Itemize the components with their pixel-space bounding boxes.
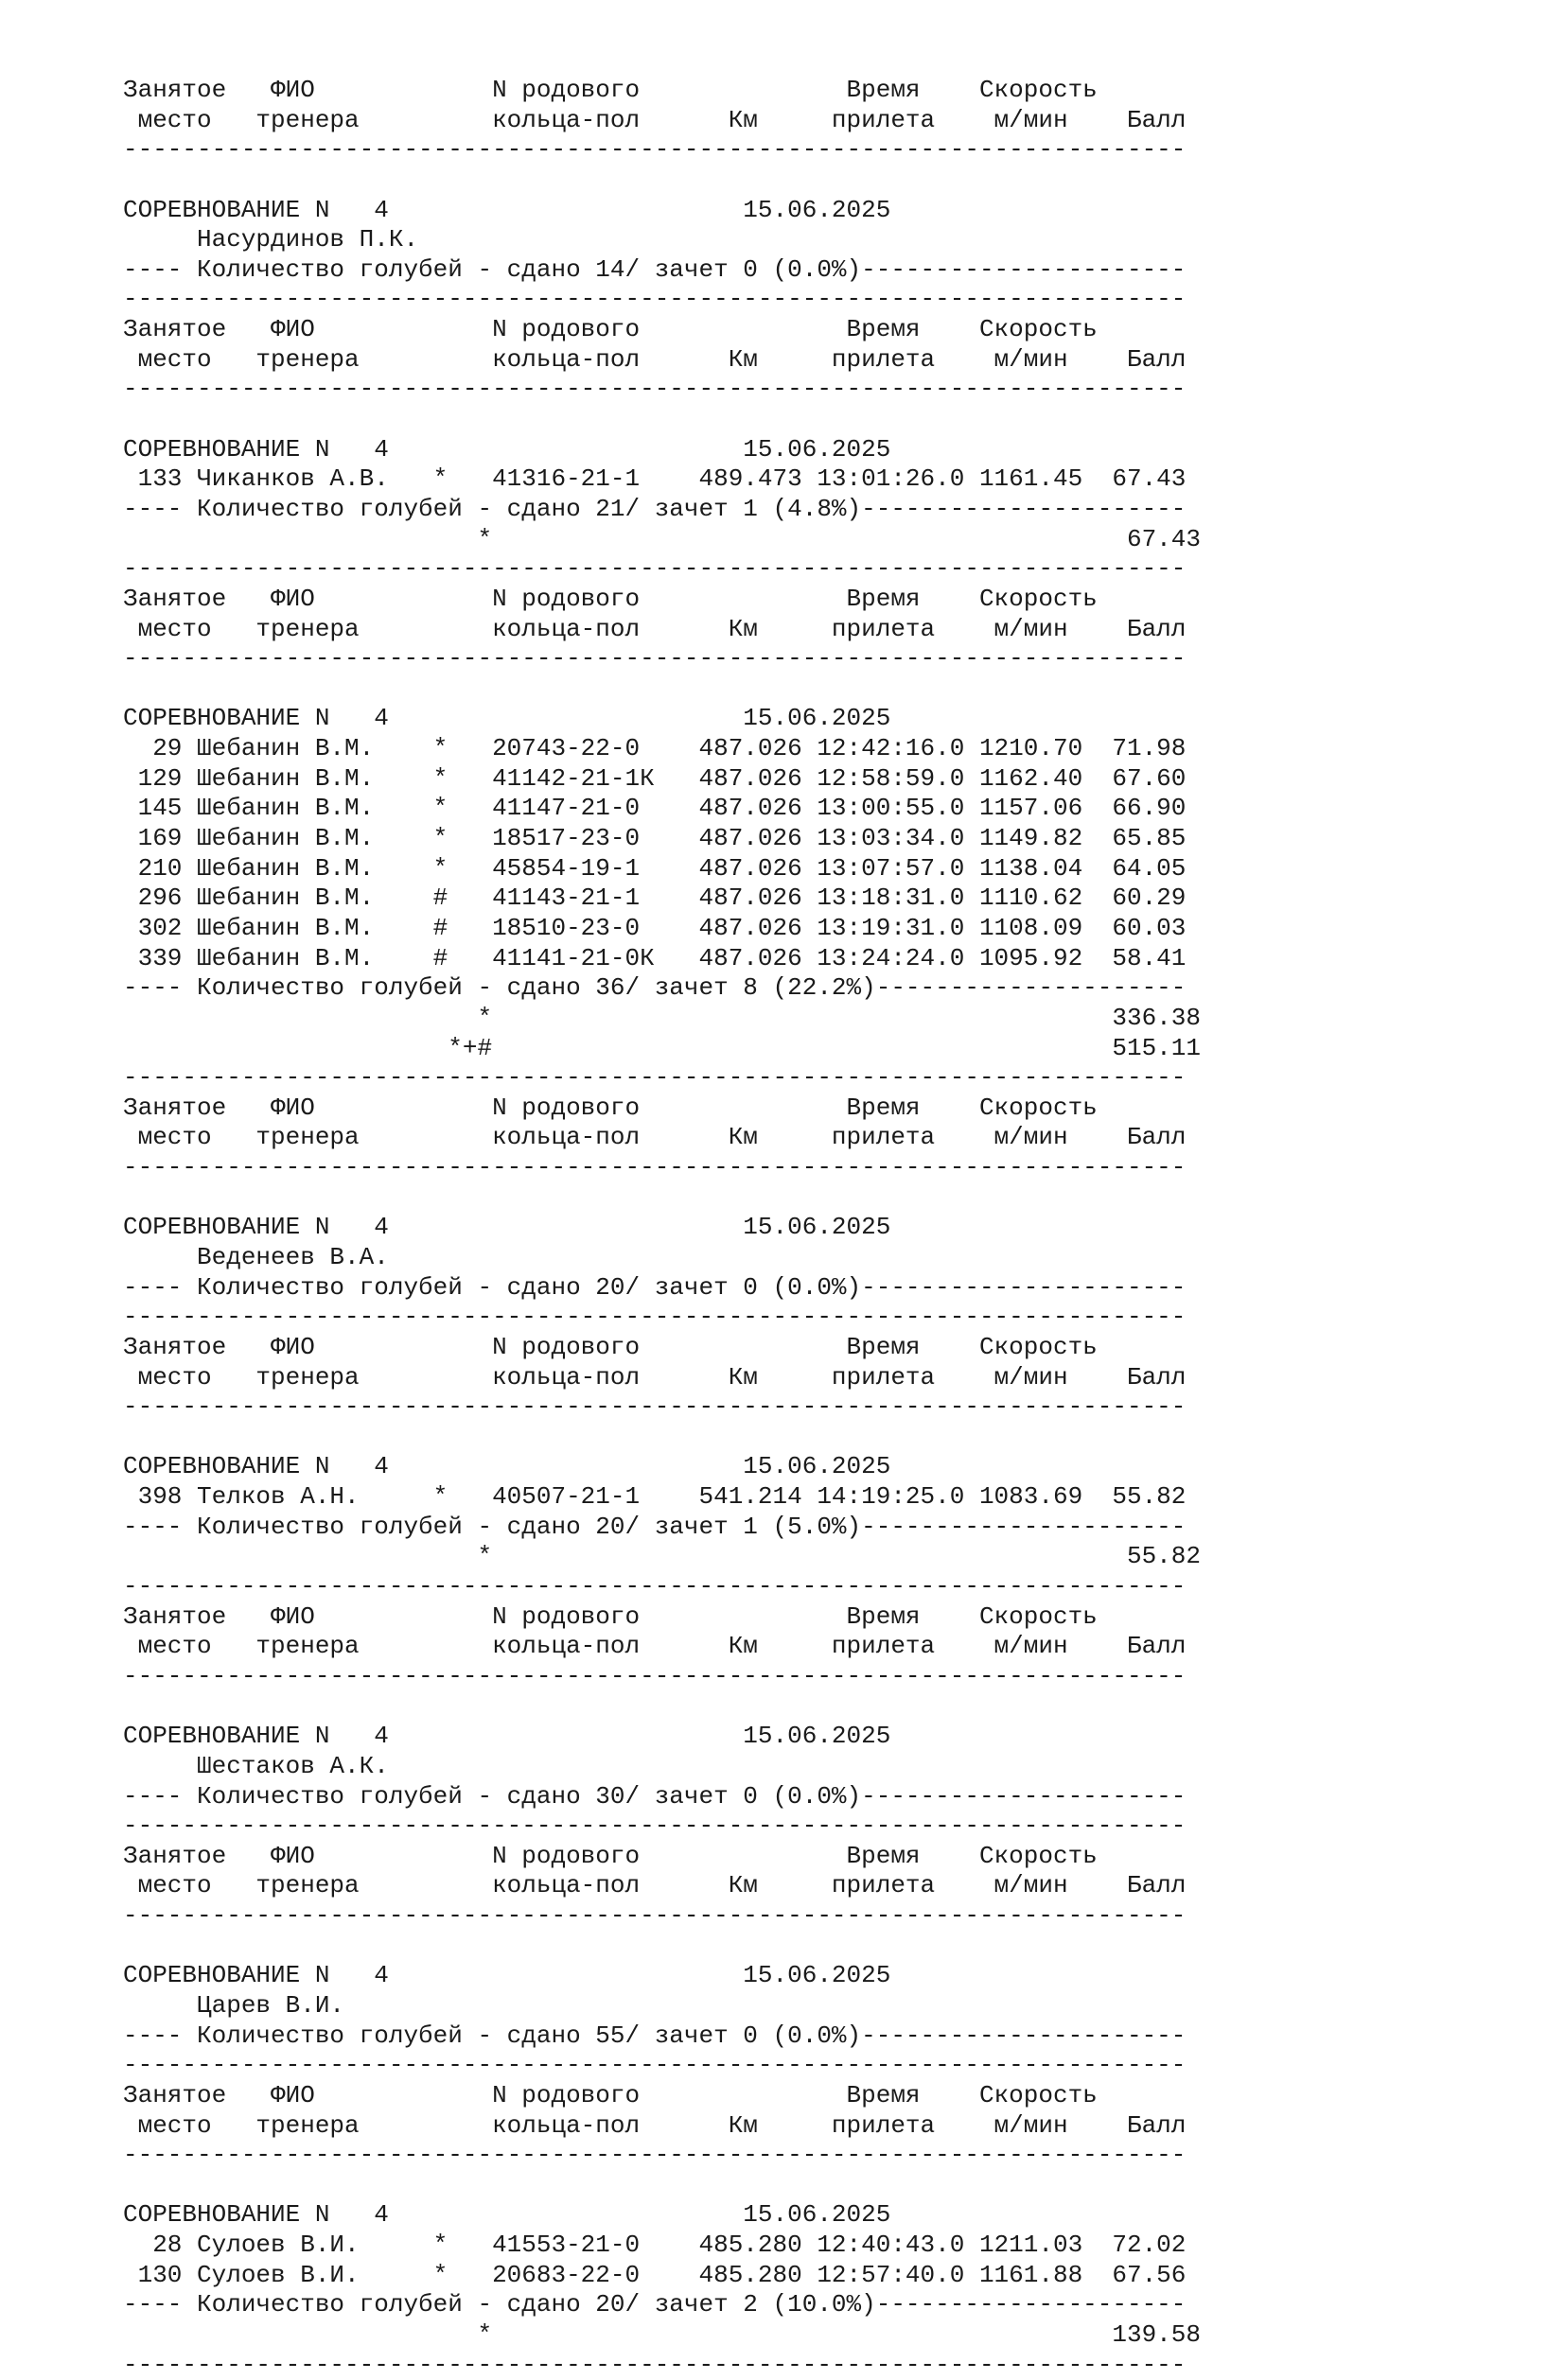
pigeon-count-line: ---- Количество голубей - сдано 14/ зачет 0 (0.0%)---------------------- — [123, 254, 1187, 284]
separator-line: ------------------------------------------------------------------------ — [123, 2141, 1187, 2170]
result-row: 133 Чиканков А.В. * 41316-21-1 489.473 13:01:26.0 1161.45 67.43 — [123, 464, 1187, 494]
result-row: 169 Шебанин В.М. * 18517-23-0 487.026 13:03:34.0 1149.82 65.85 — [123, 824, 1187, 853]
blank-line — [123, 674, 1201, 705]
competition-header: СОРЕВНОВАНИЕ N 4 15.06.2025 — [123, 195, 891, 224]
column-header: место тренера кольца-пол Км прилета м/мин Балл — [123, 2110, 1187, 2140]
result-row: 28 Сулоев В.И. * 41553-21-0 485.280 12:40:43.0 1211.03 72.02 — [123, 2231, 1187, 2260]
column-header: место тренера кольца-пол Км прилета м/мин Балл — [123, 1632, 1187, 1661]
separator-line: ------------------------------------------------------------------------ — [123, 1572, 1187, 1601]
column-header: место тренера кольца-пол Км прилета м/мин Балл — [123, 105, 1187, 134]
separator-line: ------------------------------------------------------------------------ — [123, 2051, 1187, 2080]
separator-line: ------------------------------------------------------------------------ — [123, 554, 1187, 584]
blank-line — [123, 1692, 1201, 1723]
total-score-line: * 55.82 — [123, 1542, 1201, 1571]
total-score-line: * 67.43 — [123, 524, 1201, 553]
column-header: Занятое ФИО N родового Время Скорость — [123, 1093, 1098, 1122]
separator-line: ------------------------------------------------------------------------ — [123, 644, 1187, 674]
result-row: 29 Шебанин В.М. * 20743-22-0 487.026 12:42:16.0 1210.70 71.98 — [123, 734, 1187, 763]
result-row: 210 Шебанин В.М. * 45854-19-1 487.026 13:07:57.0 1138.04 64.05 — [123, 853, 1187, 883]
total-score-line: * 336.38 — [123, 1003, 1201, 1032]
trainer-name: Веденеев В.А. — [123, 1242, 389, 1271]
pigeon-count-line: ---- Количество голубей - сдано 55/ зачет 0 (0.0%)---------------------- — [123, 2021, 1187, 2050]
results-report — [123, 76, 1201, 2380]
separator-line: ------------------------------------------------------------------------ — [123, 1392, 1187, 1422]
competition-header: СОРЕВНОВАНИЕ N 4 15.06.2025 — [123, 1213, 891, 1242]
result-row: 145 Шебанин В.М. * 41147-21-0 487.026 13:00:55.0 1157.06 66.90 — [123, 794, 1187, 823]
blank-line — [123, 2171, 1201, 2201]
column-header: Занятое ФИО N родового Время Скорость — [123, 315, 1098, 344]
total-score-line: * 139.58 — [123, 2320, 1201, 2350]
column-header: Занятое ФИО N родового Время Скорость — [123, 1601, 1098, 1631]
trainer-name: Царев В.И. — [123, 1991, 345, 2020]
competition-header: СОРЕВНОВАНИЕ N 4 15.06.2025 — [123, 704, 891, 733]
competition-header: СОРЕВНОВАНИЕ N 4 15.06.2025 — [123, 2200, 891, 2230]
separator-line: ------------------------------------------------------------------------ — [123, 285, 1187, 314]
blank-line — [123, 1423, 1201, 1453]
competition-header: СОРЕВНОВАНИЕ N 4 15.06.2025 — [123, 1452, 891, 1481]
column-header: место тренера кольца-пол Км прилета м/мин Балл — [123, 1123, 1187, 1152]
separator-line: ------------------------------------------------------------------------ — [123, 1811, 1187, 1841]
separator-line: ------------------------------------------------------------------------ — [123, 1303, 1187, 1332]
column-header: место тренера кольца-пол Км прилета м/мин Балл — [123, 614, 1187, 643]
trainer-name: Насурдинов П.К. — [123, 225, 419, 254]
pigeon-count-line: ---- Количество голубей - сдано 20/ зачет 0 (0.0%)---------------------- — [123, 1272, 1187, 1302]
blank-line — [123, 405, 1201, 435]
separator-line: ------------------------------------------------------------------------ — [123, 375, 1187, 404]
column-header: Занятое ФИО N родового Время Скорость — [123, 2080, 1098, 2109]
column-header: место тренера кольца-пол Км прилета м/мин Балл — [123, 1871, 1187, 1900]
result-row: 302 Шебанин В.М. # 18510-23-0 487.026 13:19:31.0 1108.09 60.03 — [123, 913, 1187, 942]
column-header: место тренера кольца-пол Км прилета м/мин Балл — [123, 1362, 1187, 1391]
result-row: 296 Шебанин В.М. # 41143-21-1 487.026 13:18:31.0 1110.62 60.29 — [123, 884, 1187, 913]
blank-line — [123, 166, 1201, 196]
result-row: 129 Шебанин В.М. * 41142-21-1К 487.026 12:58:59.0 1162.40 67.60 — [123, 763, 1187, 793]
competition-header: СОРЕВНОВАНИЕ N 4 15.06.2025 — [123, 1722, 891, 1751]
column-header: место тренера кольца-пол Км прилета м/мин Балл — [123, 344, 1187, 374]
column-header: Занятое ФИО N родового Время Скорость — [123, 76, 1098, 104]
result-row: 398 Телков А.Н. * 40507-21-1 541.214 14:19:25.0 1083.69 55.82 — [123, 1482, 1187, 1512]
column-header: Занятое ФИО N родового Время Скорость — [123, 584, 1098, 613]
pigeon-count-line: ---- Количество голубей - сдано 20/ зачет 1 (5.0%)---------------------- — [123, 1512, 1187, 1541]
separator-line: ------------------------------------------------------------------------ — [123, 1901, 1187, 1931]
competition-header: СОРЕВНОВАНИЕ N 4 15.06.2025 — [123, 434, 891, 464]
separator-line: ------------------------------------------------------------------------ — [123, 1063, 1187, 1093]
column-header: Занятое ФИО N родового Время Скорость — [123, 1332, 1098, 1361]
column-header: Занятое ФИО N родового Время Скорость — [123, 1841, 1098, 1870]
blank-line — [123, 1183, 1201, 1214]
competition-header: СОРЕВНОВАНИЕ N 4 15.06.2025 — [123, 1961, 891, 1990]
pigeon-count-line: ---- Количество голубей - сдано 30/ зачет 0 (0.0%)---------------------- — [123, 1781, 1187, 1811]
blank-line — [123, 1932, 1201, 1962]
separator-line: ------------------------------------------------------------------------ — [123, 2350, 1187, 2379]
pigeon-count-line: ---- Количество голубей - сдано 21/ зачет 1 (4.8%)---------------------- — [123, 494, 1187, 523]
separator-line: ------------------------------------------------------------------------ — [123, 1661, 1187, 1690]
separator-line: ------------------------------------------------------------------------ — [123, 135, 1187, 165]
result-row: 130 Сулоев В.И. * 20683-22-0 485.280 12:57:40.0 1161.88 67.56 — [123, 2260, 1187, 2289]
pigeon-count-line: ---- Количество голубей - сдано 36/ зачет 8 (22.2%)--------------------- — [123, 973, 1187, 1003]
total-score-line: *+# 515.11 — [123, 1033, 1201, 1062]
result-row: 339 Шебанин В.М. # 41141-21-0К 487.026 13:24:24.0 1095.92 58.41 — [123, 943, 1187, 972]
separator-line: ------------------------------------------------------------------------ — [123, 1153, 1187, 1182]
trainer-name: Шестаков А.К. — [123, 1751, 389, 1780]
pigeon-count-line: ---- Количество голубей - сдано 20/ зачет 2 (10.0%)--------------------- — [123, 2290, 1187, 2319]
